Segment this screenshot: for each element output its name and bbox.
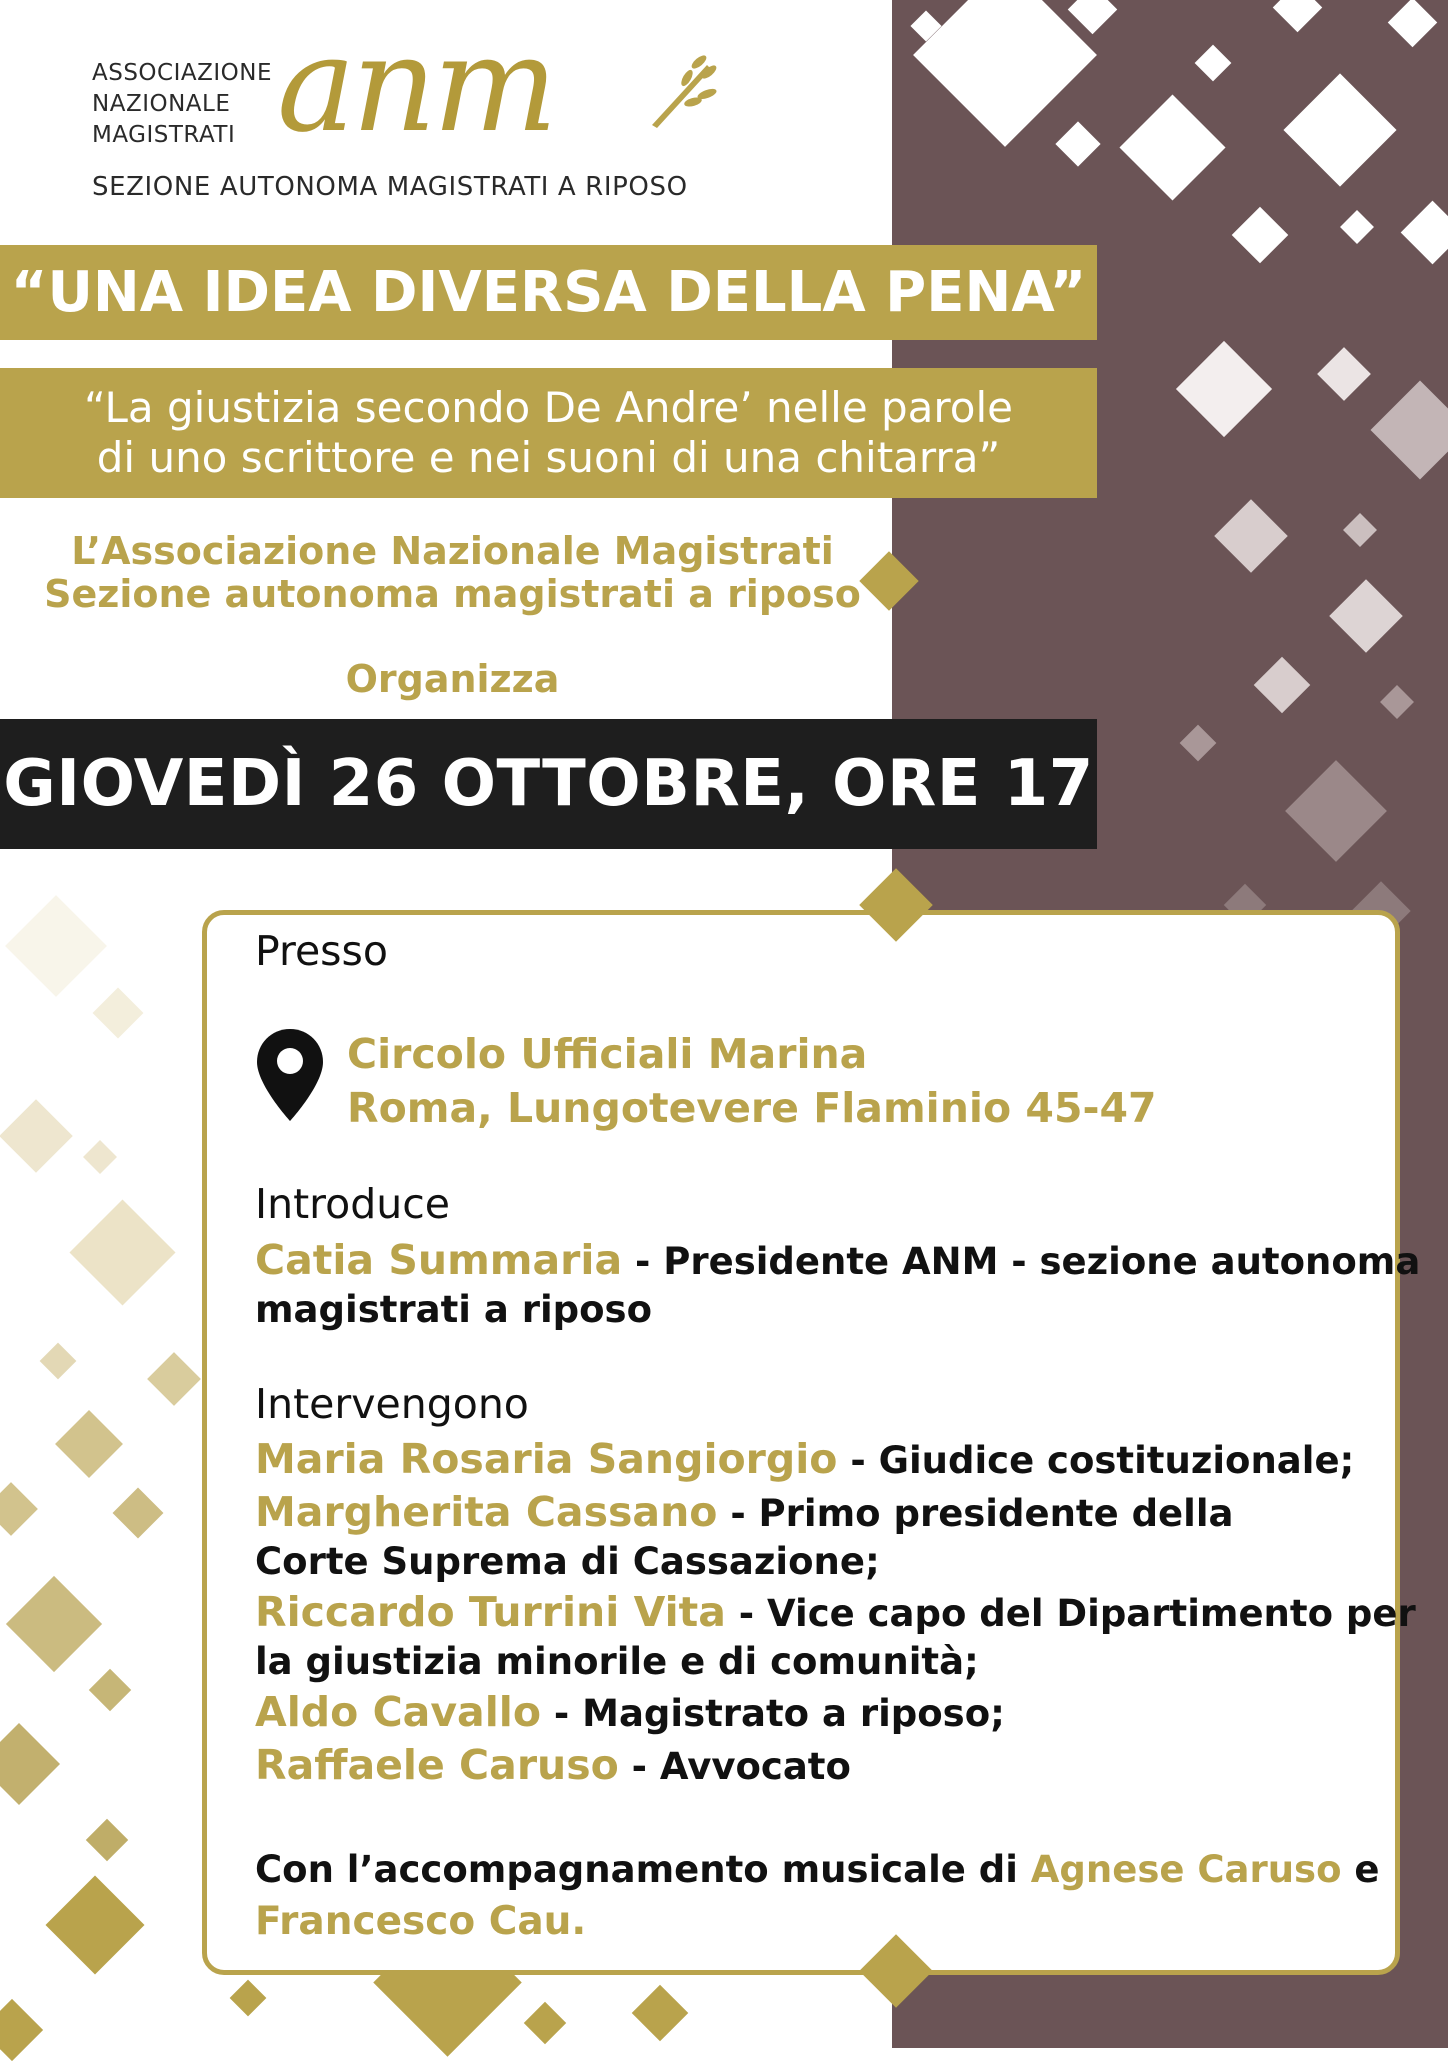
speaker-name: Raffaele Caruso [255, 1741, 619, 1789]
venue-details [347, 1027, 1157, 1135]
venue-label: Presso [255, 927, 388, 975]
organizer-line-1: L’Associazione Nazionale Magistrati [71, 529, 834, 573]
organizer-text [30, 530, 875, 616]
event-date: GIOVEDÌ 26 OTTOBRE, ORE 17 [0, 719, 1097, 849]
speaker-name: Aldo Cavallo [255, 1688, 541, 1736]
logo-monogram: anm [277, 8, 554, 162]
music-artist-2: Francesco Cau. [255, 1899, 587, 1944]
laurel-icon [647, 50, 727, 130]
speaker-role: - Vice capo del Dipartimento per [725, 1592, 1416, 1635]
subtitle-line-2: di uno scrittore e nei suoni di una chitarra” [96, 433, 1001, 482]
speaker-name: Maria Rosaria Sangiorgio [255, 1435, 838, 1483]
music-line-1 [255, 1845, 1379, 1895]
speaker-role-continued: Corte Suprema di Cassazione; [255, 1540, 880, 1583]
speaker-line [255, 1740, 851, 1792]
speaker-line [255, 1587, 1416, 1639]
introducer-role: - Presidente ANM - sezione autonoma [622, 1240, 1421, 1283]
music-conjunction: e [1341, 1848, 1380, 1891]
speaker-line [255, 1687, 1005, 1739]
venue-name: Circolo Ufficiali Marina [347, 1030, 868, 1078]
introduce-line-1 [255, 1235, 1420, 1287]
speaker-role: - Magistrato a riposo; [541, 1692, 1005, 1735]
logo-section-text: SEZIONE AUTONOMA MAGISTRATI A RIPOSO [92, 172, 688, 202]
speaker-name: Riccardo Turrini Vita [255, 1588, 726, 1636]
music-artist-1: Agnese Caruso [1030, 1848, 1342, 1891]
event-subtitle [0, 368, 1097, 498]
logo-line-2: NAZIONALE [92, 91, 231, 117]
speakers-label: Intervengono [255, 1380, 529, 1428]
speaker-role: - Avvocato [618, 1745, 851, 1788]
anm-logo [92, 8, 752, 220]
speaker-role: - Giudice costituzionale; [837, 1439, 1355, 1482]
speaker-role: - Primo presidente della [717, 1492, 1234, 1535]
speaker-name: Margherita Cassano [255, 1488, 718, 1536]
info-card [202, 910, 1421, 1975]
organizza-text: Organizza [345, 657, 560, 701]
speaker-line [255, 1487, 1234, 1539]
music-prefix: Con l’accompagnamento musicale di [255, 1848, 1031, 1891]
logo-association-text [92, 58, 272, 151]
logo-line-1: ASSOCIAZIONE [92, 60, 272, 86]
speaker-line [255, 1434, 1354, 1486]
logo-line-3: MAGISTRATI [92, 122, 236, 148]
event-title: “UNA IDEA DIVERSA DELLA PENA” [0, 245, 1097, 340]
organizer-line-2: Sezione autonoma magistrati a riposo [44, 572, 861, 616]
introducer-name: Catia Summaria [255, 1236, 623, 1284]
venue-address: Roma, Lungotevere Flaminio 45-47 [347, 1084, 1157, 1132]
introduce-line-2: magistrati a riposo [255, 1288, 652, 1331]
map-pin-icon [255, 1027, 325, 1123]
speaker-role-continued: la giustizia minorile e di comunità; [255, 1640, 979, 1683]
subtitle-line-1: “La giustizia secondo De Andre’ nelle parole [84, 383, 1013, 432]
introduce-label: Introduce [255, 1180, 450, 1228]
